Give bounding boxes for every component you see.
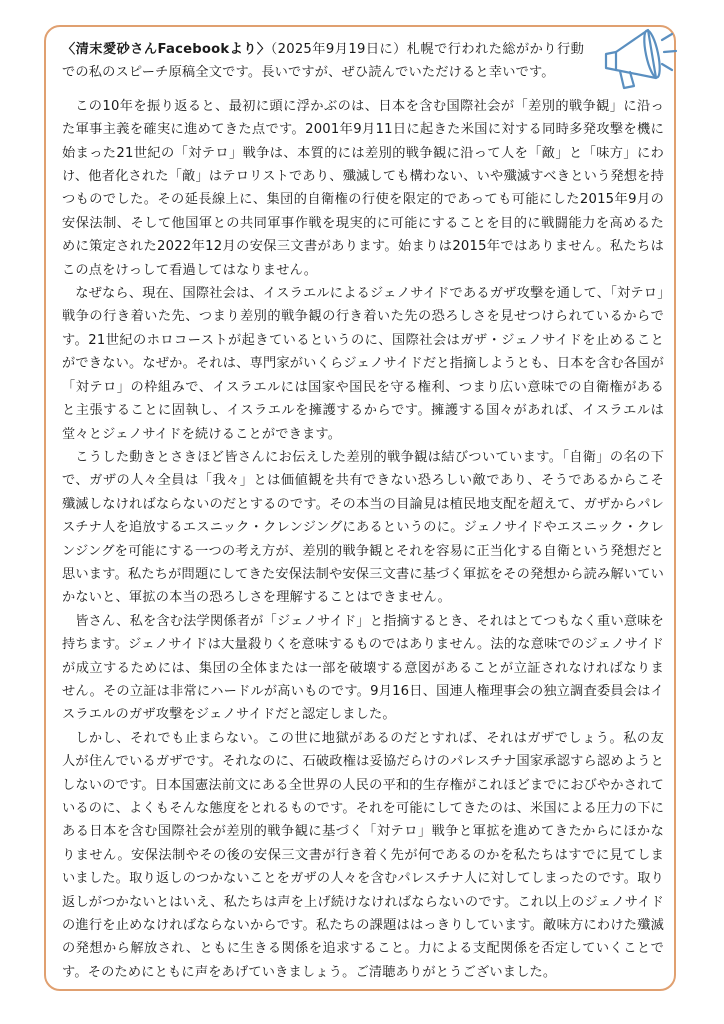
paragraph-3: こうした動きとさきほど皆さんにお伝えした差別的戦争観は結びついています。「自衛」の名の下で、ガザの人々全員は「我々」とは価値観を共有できない恐ろしい敵であり、そうであるからこそ殲滅しなければならないのだとするのです。その本当の目論見は植民地支配を超えて、ガザからパレスチナ人を追放するエスニック・クレンジングにあるというのに。ジェノサイドやエスニック・クレンジングを可能にする一つの考え方が、差別的戦争観とそれを容易に正当化する自衛という発想だと思います。私たちが問題にしてきた安保法制や安保三文書に基づく軍拡をその発想から読み解いていかないと、軍拡の本当の恐ろしさを理解することはできません。 bbox=[62, 449, 664, 606]
intro-block bbox=[62, 38, 584, 85]
speech-document bbox=[62, 38, 664, 984]
paragraph-2: なぜなら、現在、国際社会は、イスラエルによるジェノサイドであるガザ攻撃を通して、「対テロ」戦争の行き着いた先、つまり差別的戦争観の行き着いた先の恐ろしさを見せつけられているからです。21世紀のホロコーストが起きているというのに、国際社会はガザ・ジェノサイドを止めることができない。なぜか。それは、専門家がいくらジェノサイドだと指摘しようとも、日本を含む各国が「対テロ」の枠組みで、イスラエルには国家や国民を守る権利、つまり広い意味での自衛権があると主張することに固執し、イスラエルを擁護するからです。擁護する国々があれば、イスラエルは堂々とジェノサイドを続けることができます。 bbox=[62, 286, 664, 442]
paragraph-1: この10年を振り返ると、最初に頭に浮かぶのは、日本を含む国際社会が「差別的戦争観」に沿った軍事主義を確実に進めてきた点です。2001年9月11日に起きた米国に対する同時多発攻撃を機に始まった21世紀の「対テロ」戦争は、本質的には差別的戦争観に沿って人を「敵」と「味方」にわけ、他者化された「敵」はテロリストであり、殲滅しても構わない、いや殲滅すべきという発想を持つものでした。その延長線上に、集団的自衛権の行使を限定的であっても可能にした2015年9月の安保法制、そして他国軍との共同軍事作戦を現実的に可能にすることを目的に戦闘能力を高めるために策定された2022年12月の安保三文書があります。始まりは2015年ではありません。私たちはこの点をけっして看過してはなりません。 bbox=[62, 98, 664, 278]
paragraph-5: しかし、それでも止まらない。この世に地獄があるのだとすれば、それはガザでしょう。私の友人が住んでいるガザです。それなのに、石破政権は妥協だらけのパレスチナ国家承認すら認めようとしないのです。日本国憲法前文にある全世界の人民の平和的生存権がこれほどまでにおびやかされているのに、よくもそんな態度をとれるものです。それを可能にしてきたのは、米国による圧力の下にある日本を含む国際社会が差別的戦争観に基づく「対テロ」戦争と軍拡を進めてきたからにほかなりません。安保法制やその後の安保三文書が行き着く先が何であるのかを私たちはすでに見てしまいました。取り返しのつかないことをガザの人々を含むパレスチナ人に対してしまったのです。取り返しがつかないとはいえ、私たちは声を上げ続けなければならないのです。これ以上のジェノサイドの進行を止めなければならないからです。私たちの課題ははっきりしています。敵味方にわけた殲滅の発想から解放され、ともに生きる関係を追求すること。力による支配関係を否定していくことです。そのためにともに声をあげていきましょう。ご清聴ありがとうございました。 bbox=[62, 730, 664, 980]
source-label: 〈清末愛砂さんFacebookより〉 bbox=[62, 42, 271, 57]
intro-text: （2025年9月19日に）札幌で行われた総がかり行動での私のスピーチ原稿全文です。長いですが、ぜひ読んでいただけると幸いです。 bbox=[62, 42, 584, 81]
paragraph-4: 皆さん、私を含む法学関係者が「ジェノサイド」と指摘するとき、それはとてつもなく重い意味を持ちます。ジェノサイドは大量殺りくを意味するものではありません。法的な意味でのジェノサイドが成立するためには、集団の全体または一部を破壊する意図があることが立証されなければなりません。その立証は非常にハードルが高いものです。9月16日、国連人権理事会の独立調査委員会はイスラエルのガザ攻撃をジェノサイドだと認定しました。 bbox=[62, 613, 664, 723]
